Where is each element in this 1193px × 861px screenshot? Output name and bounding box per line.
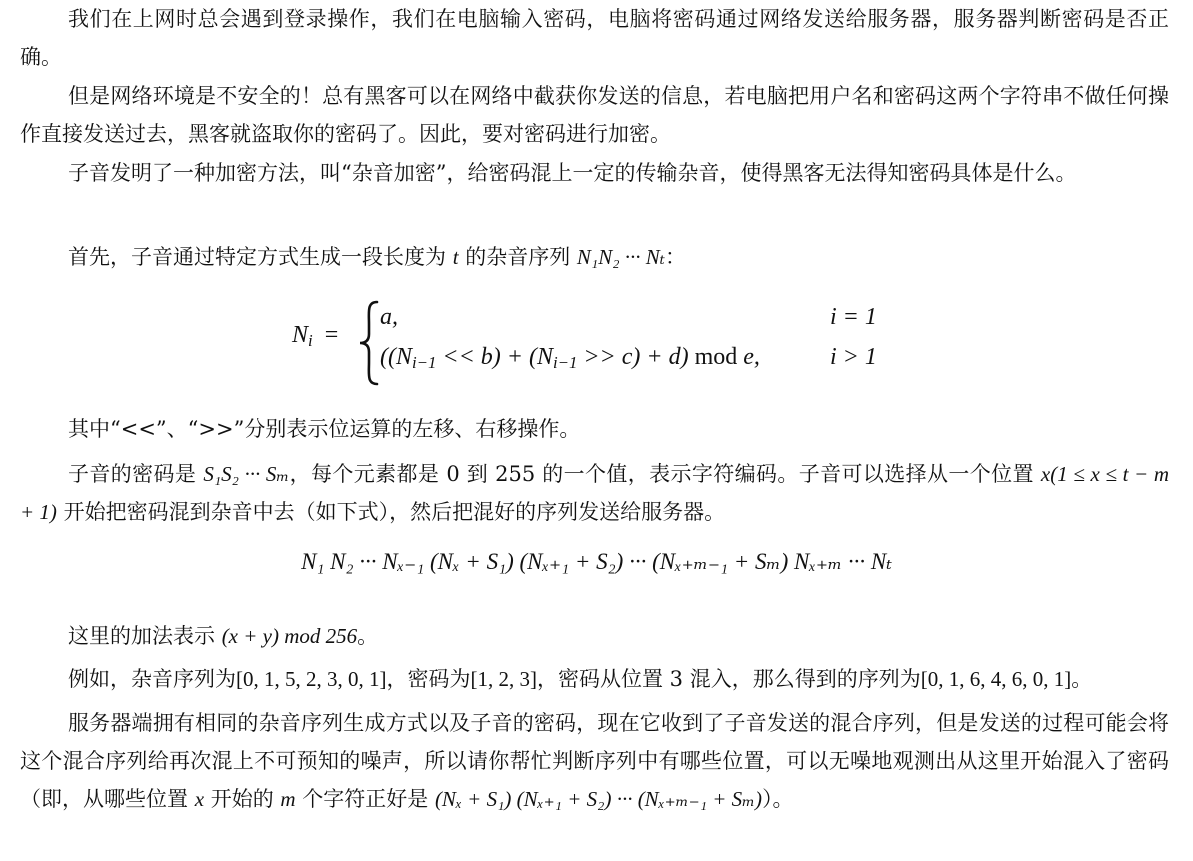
paragraph-text: 我们在上网时总会遇到登录操作，我们在电脑输入密码，电脑将密码通过网络发送给服务器，服务器判断密码是否正确。 bbox=[20, 7, 1169, 69]
math-password-sequence: S₁S₂ ··· Sₘ bbox=[203, 462, 290, 486]
paragraph-text: 。 bbox=[1071, 667, 1093, 691]
paragraph-text: ，每个元素都是 0 到 255 的一个值，表示字符编码。子音可以选择从一个位置 bbox=[289, 462, 1034, 486]
paragraph-text: 例如，杂音序列为 bbox=[68, 667, 236, 691]
paragraph-text: ，密码从位置 3 混入，那么得到的序列为 bbox=[537, 667, 921, 691]
formula-noise-definition bbox=[292, 300, 912, 386]
paragraph-text: ）。 bbox=[762, 787, 794, 811]
paragraph-password bbox=[20, 455, 1169, 531]
formula-mixed-sequence: N₁ N₂ ··· Nₓ₋₁ (Nₓ + S₁) (Nₓ₊₁ + S₂) ··· (Nₓ₊ₘ₋₁ + Sₘ) Nₓ₊ₘ ··· Nₜ bbox=[301, 549, 892, 574]
paragraph-text: 子音的密码是 bbox=[68, 462, 197, 486]
paragraph-text: 首先，子音通过特定方式生成一段长度为 bbox=[68, 245, 446, 269]
paragraph-insecure-network bbox=[20, 77, 1169, 153]
math-position-range: x(1 ≤ x ≤ t − m + 1) bbox=[20, 462, 1170, 524]
paragraph-text: ： bbox=[664, 245, 686, 269]
paragraph-text: 开始的 bbox=[210, 787, 274, 811]
math-x: x bbox=[194, 787, 205, 811]
math-m: m bbox=[280, 787, 296, 811]
paragraph-login bbox=[20, 0, 1169, 76]
formula-lhs: $N_i$ = bbox=[292, 322, 339, 351]
math-noise-sequence: N₁N₂ ··· Nₜ bbox=[576, 245, 665, 269]
paragraph-text: 开始把密码混到杂音中去（如下式），然后把混好的序列发送给服务器。 bbox=[63, 500, 726, 524]
paragraph-text: 的杂音序列 bbox=[465, 245, 571, 269]
paragraph-text: 个字符正好是 bbox=[302, 787, 429, 811]
paragraph-text: 子音发明了一种加密方法，叫“杂音加密”，给密码混上一定的传输杂音，使得黑客无法得知密码具体是什么。 bbox=[68, 161, 1077, 185]
paragraph-noise-sequence bbox=[20, 238, 1169, 276]
paragraph-text: 但是网络环境是不安全的！总有黑客可以在网络中截获你发送的信息，若电脑把用户名和密码这两个字符串不做任何操作直接发送过去，黑客就盗取你的密码了。因此，要对密码进行加密。 bbox=[20, 84, 1169, 146]
paragraph-example bbox=[20, 660, 1180, 698]
example-password: [1, 2, 3] bbox=[470, 667, 537, 691]
math-addition-mod: (x + y) mod 256 bbox=[221, 624, 358, 648]
paragraph-text: 这里的加法表示 bbox=[68, 624, 215, 648]
math-mixed-terms: (Nₓ + S₁) (Nₓ₊₁ + S₂) ··· (Nₓ₊ₘ₋₁ + Sₘ) bbox=[434, 787, 763, 811]
case-2-expression: $((N_{i-1} << b) + (N_{i-1} >> c) + d)$ mod e, bbox=[380, 344, 760, 373]
example-result: [0, 1, 6, 4, 6, 0, 1] bbox=[920, 667, 1072, 691]
math-t: t bbox=[452, 245, 459, 269]
paragraph-text: 。 bbox=[357, 624, 379, 648]
paragraph-text: 服务器端拥有相同的杂音序列生成方式以及子音的密码，现在它收到了子音发送的混合序列，但是发送的过程可能会将这个混合序列给再次混上不可预知的噪声，所以请你帮忙判断序列中有哪些位置，可以无噪地观测出从这里开始混入了密码（即，从哪些位置 bbox=[20, 711, 1169, 811]
paragraph-task bbox=[20, 704, 1169, 818]
example-noise-sequence: [0, 1, 5, 2, 3, 0, 1] bbox=[236, 667, 387, 691]
paragraph-text: 其中“<<”、“>>”分别表示位运算的左移、右移操作。 bbox=[68, 417, 581, 441]
case-1-condition: i = 1 bbox=[830, 304, 877, 330]
case-2-condition: i > 1 bbox=[830, 344, 877, 370]
case-1-expression: a, bbox=[380, 304, 398, 330]
left-brace-icon bbox=[358, 300, 380, 386]
paragraph-text: ，密码为 bbox=[386, 667, 471, 691]
paragraph-addition-mod bbox=[20, 617, 1169, 655]
paragraph-noise-encryption bbox=[20, 154, 1169, 192]
paragraph-shift-operators bbox=[20, 410, 1169, 448]
